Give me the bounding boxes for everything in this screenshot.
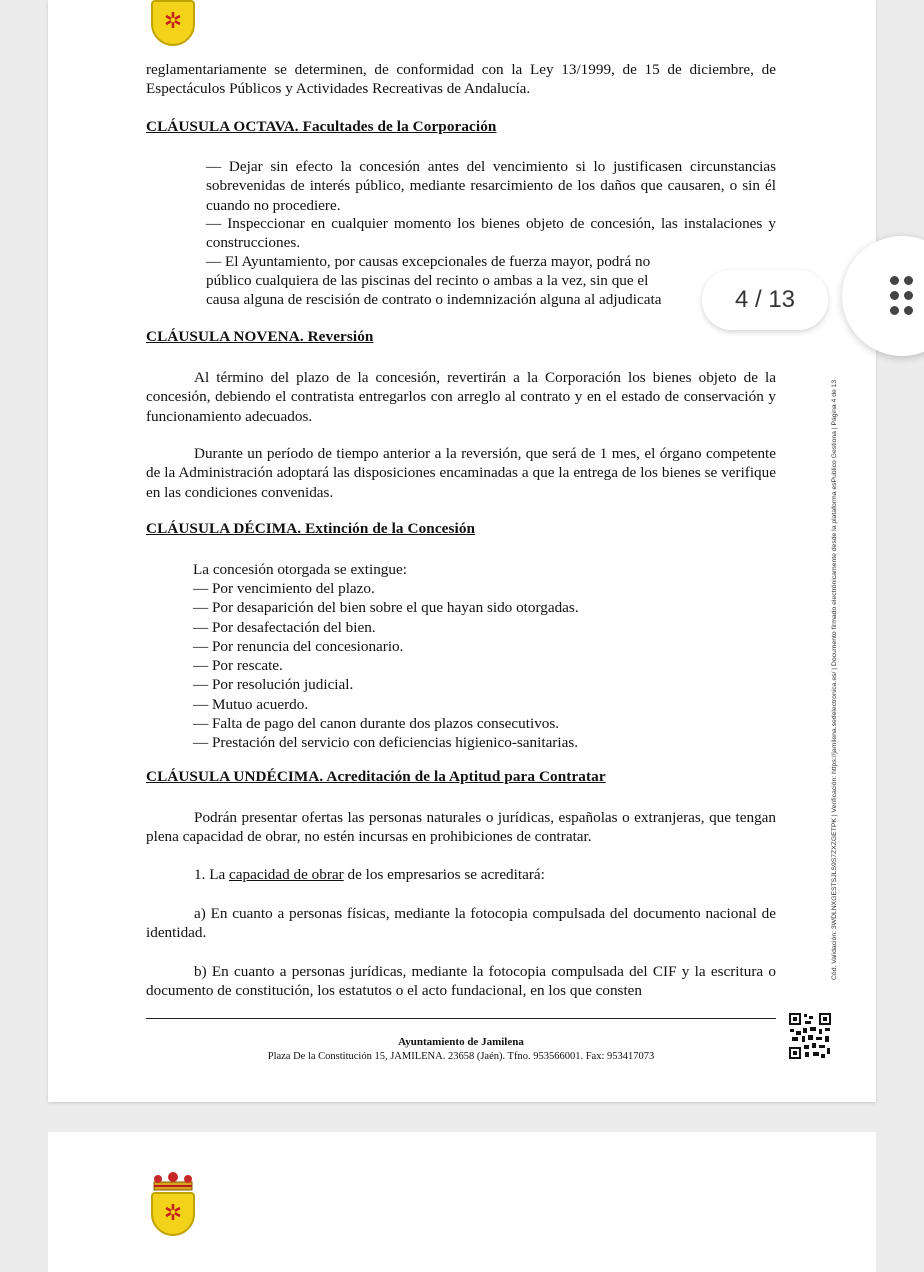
list-item: — Mutuo acuerdo. xyxy=(193,695,309,713)
list-item: — Por vencimiento del plazo. xyxy=(193,580,375,597)
heading-clausula-decima: CLÁUSULA DÉCIMA. Extinción de la Concesión xyxy=(146,520,476,537)
list-item: — Por resolución judicial. xyxy=(193,676,354,694)
validation-text: Cód. Validación: 3WDLNXGESTSJLS9S7ZXZGETPK | Verificación: https://jamilena.sedelectronica.es/ | Documento firmado electrónicamente desde la plataforma esPublico Gestiona | Página 4 de 13 xyxy=(831,379,838,980)
footer-address: Plaza De la Constitución 15, JAMILENA. 23658 (Jaén). Tfno. 953566001. Fax: 953417073 xyxy=(267,1051,655,1062)
list-item: — Por desafectación del bien. xyxy=(193,618,376,636)
footer-org: Ayuntamiento de Jamilena xyxy=(398,1036,524,1048)
list-item: — Por desaparición del bien sobre el que hayan sido otorgadas. xyxy=(193,599,579,617)
undecima-2-prefix: 1. La xyxy=(194,866,230,883)
octava-item-2: — Inspeccionar en cualquier momento los bienes objeto de concesión, las instalaciones y construcciones. xyxy=(206,215,776,252)
octava-item-3-line2: público cualquiera de las piscinas del recinto o ambas a la vez, sin que el xyxy=(206,272,649,289)
footer xyxy=(146,1035,776,1064)
undecima-paragraph-2 xyxy=(194,865,776,884)
heading-clausula-undecima: CLÁUSULA UNDÉCIMA. Acreditación de la Aptitud para Contratar xyxy=(146,768,606,785)
footer-divider xyxy=(146,1018,776,1019)
octava-item-3-line3: causa alguna de rescisión de contrato o indemnización alguna al adjudicata xyxy=(206,291,662,308)
novena-paragraph-1: Al término del plazo de la concesión, revertirán a la Corporación los bienes objeto de la concesión, debiendo el contratista entregarlos con arreglo al contrato y en el estado de conservación y funcionamiento adecuados. xyxy=(146,369,776,425)
document-page-4 xyxy=(48,0,876,1102)
list-item: — Prestación del servicio con deficiencias higienico-sanitarias. xyxy=(193,734,579,752)
document-page-5 xyxy=(48,1132,876,1272)
validation-sidebar xyxy=(830,379,870,980)
list-item: — Por rescate. xyxy=(193,657,283,675)
list-item: — Por renuncia del concesionario. xyxy=(193,637,404,655)
decima-list xyxy=(193,579,579,753)
coat-of-arms-icon: ✲ xyxy=(151,1192,195,1236)
decima-intro: La concesión otorgada se extingue: xyxy=(193,561,407,578)
list-item: — Falta de pago del canon durante dos plazos consecutivos. xyxy=(193,715,560,733)
undecima-item-b: b) En cuanto a personas jurídicas, mediante la fotocopia compulsada del CIF y la escritura o documento de constitución, los estatutos o el acto fundacional, en los que consten xyxy=(146,963,776,1000)
octava-item-1: — Dejar sin efecto la concesión antes del vencimiento si lo justificasen circunstancias sobrevenidas de interés público, mediante resarcimiento de los daños que causaren, o sin él cuando no procediere. xyxy=(206,158,776,214)
page-indicator: 4 / 13 xyxy=(702,270,828,330)
coat-of-arms-icon: ✲ xyxy=(151,0,195,46)
crown-icon xyxy=(146,1170,200,1192)
undecima-2-suffix: de los empresarios se acreditará: xyxy=(343,866,545,883)
novena-paragraph-2: Durante un período de tiempo anterior a la reversión, que será de 1 mes, el órgano competente de la Administración adoptará las disposiciones encaminadas a que la entrega de los bienes se verifique en las condiciones convenidas. xyxy=(146,445,776,501)
qr-code-icon xyxy=(788,1012,832,1060)
heading-clausula-octava: CLÁUSULA OCTAVA. Facultades de la Corporación xyxy=(146,118,497,135)
capacidad-de-obrar-text: capacidad de obrar xyxy=(229,866,344,883)
octava-item-3-line1: — El Ayuntamiento, por causas excepcionales de fuerza mayor, podrá no xyxy=(206,253,651,270)
undecima-paragraph-1: Podrán presentar ofertas las personas naturales o jurídicas, españolas o extranjeras, que tengan plena capacidad de obrar, no estén incursas en prohibiciones de contratar. xyxy=(146,809,776,846)
undecima-item-a: a) En cuanto a personas físicas, mediante la fotocopia compulsada del documento nacional de identidad. xyxy=(146,905,776,942)
heading-clausula-novena: CLÁUSULA NOVENA. Reversión xyxy=(146,328,374,345)
paragraph-intro: reglamentariamente se determinen, de conformidad con la Ley 13/1999, de 15 de diciembre, de Espectáculos Públicos y Actividades Recreativas de Andalucía. xyxy=(146,61,776,98)
